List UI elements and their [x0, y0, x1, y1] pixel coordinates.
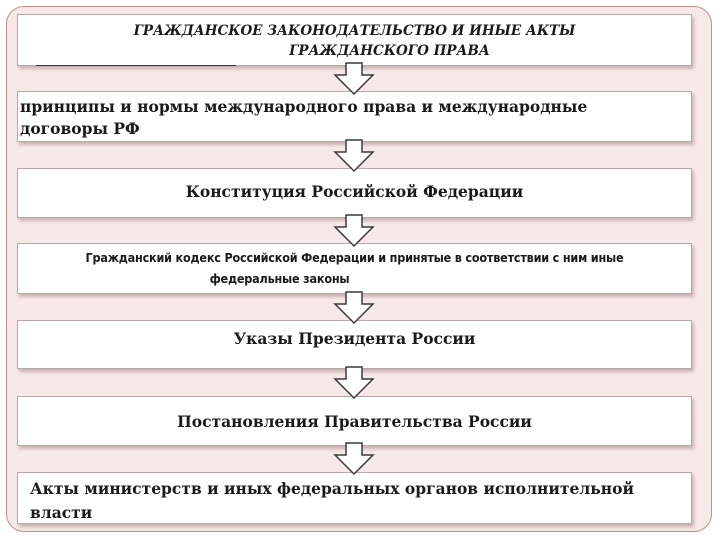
- level-box-civil-code: [17, 243, 692, 294]
- down-arrow-icon: [333, 62, 375, 96]
- title-box: [17, 14, 692, 66]
- title-line-1: ГРАЖДАНСКОЕ ЗАКОНОДАТЕЛЬСТВО И ИНЫЕ АКТЫ: [133, 23, 576, 39]
- level-4-text: Указы Президента России: [233, 329, 476, 348]
- down-arrow-icon: [333, 442, 375, 476]
- title-underline: [36, 65, 236, 66]
- level-box-international: [17, 91, 692, 142]
- title-line-2: ГРАЖДАНСКОГО ПРАВА: [289, 43, 490, 59]
- level-box-president: [17, 320, 692, 369]
- level-box-ministries: [17, 472, 692, 524]
- level-box-government: [17, 396, 692, 446]
- level-5-text: Постановления Правительства России: [177, 412, 532, 431]
- level-2-text: Конституция Российской Федерации: [185, 182, 524, 201]
- level-3-line-1: Гражданский кодекс Российской Федерации и принятые в соответствии с ним иные: [85, 250, 624, 265]
- level-6-line-1: Акты министерств и иных федеральных органов исполнительной: [30, 479, 634, 498]
- level-1-line-1: принципы и нормы международного права и международные: [20, 97, 588, 116]
- down-arrow-icon: [333, 291, 375, 325]
- level-box-constitution: [17, 168, 692, 218]
- level-1-line-2: договоры РФ: [20, 119, 140, 138]
- down-arrow-icon: [333, 214, 375, 248]
- down-arrow-icon: [333, 139, 375, 173]
- down-arrow-icon: [333, 366, 375, 400]
- level-6-line-2: власти: [30, 503, 93, 522]
- level-3-line-2: федеральные законы: [209, 271, 350, 286]
